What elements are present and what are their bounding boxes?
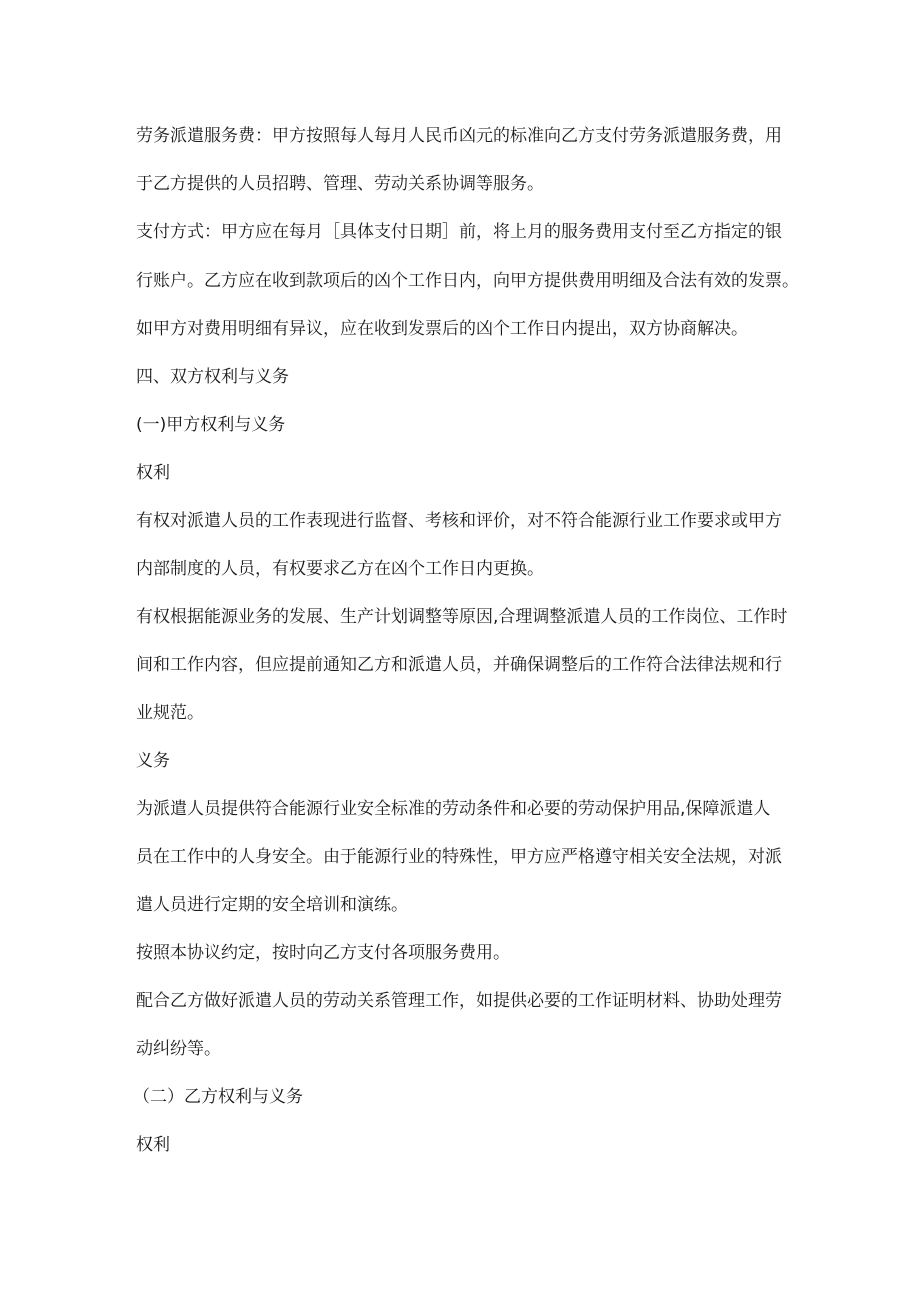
obligation-3-line-1: 配合乙方做好派遣人员的劳动关系管理工作，如提供必要的工作证明材料、协助处理劳 [136, 991, 782, 1011]
obligation-2: 按照本协议约定，按时向乙方支付各项服务费用。 [136, 943, 510, 963]
obligation-3-line-2: 动纠纷等。 [136, 1039, 221, 1059]
right-1-line-1: 有权对派遣人员的工作表现进行监督、考核和评价，对不符合能源行业工作要求或甲方 [136, 511, 782, 531]
payment-paragraph-line-2: 行账户。乙方应在收到款项后的凶个工作日内，向甲方提供费用明细及合法有效的发票。 [136, 271, 799, 291]
obligation-1-line-3: 遣人员进行定期的安全培训和演练。 [136, 895, 408, 915]
heading-rights: 权利 [136, 463, 170, 483]
obligation-1-line-1: 为派遣人员提供符合能源行业安全标准的劳动条件和必要的劳动保护用品,保障派遣人 [136, 799, 771, 819]
right-2-line-1: 有权根据能源业务的发展、生产计划调整等原因,合理调整派遣人员的工作岗位、工作时 [136, 607, 788, 627]
heading-obligations: 义务 [136, 751, 170, 771]
subsection-heading-party-a: (一)甲方权利与义务 [136, 415, 286, 435]
right-1-line-2: 内部制度的人员，有权要求乙方在凶个工作日内更换。 [136, 559, 544, 579]
section-heading-rights-obligations: 四、双方权利与义务 [136, 367, 289, 387]
right-2-line-3: 业规范。 [136, 703, 204, 723]
obligation-1-line-2: 员在工作中的人身安全。由于能源行业的特殊性，甲方应严格遵守相关安全法规，对派 [136, 847, 782, 867]
fee-paragraph-line-2: 于乙方提供的人员招聘、管理、劳动关系协调等服务。 [136, 174, 544, 194]
right-2-line-2: 间和工作内容，但应提前通知乙方和派遣人员，并确保调整后的工作符合法律法规和行 [136, 655, 782, 675]
heading-rights-party-b: 权利 [136, 1135, 170, 1155]
objection-paragraph: 如甲方对费用明细有异议，应在收到发票后的凶个工作日内提出，双方协商解决。 [136, 319, 748, 339]
fee-paragraph-line-1: 劳务派遣服务费：甲方按照每人每月人民币凶元的标准向乙方支付劳务派遣服务费，用 [136, 126, 782, 146]
subsection-heading-party-b: （二）乙方权利与义务 [133, 1087, 303, 1107]
payment-paragraph-line-1: 支付方式：甲方应在每月［具体支付日期］前，将上月的服务费用支付至乙方指定的银 [136, 222, 782, 242]
